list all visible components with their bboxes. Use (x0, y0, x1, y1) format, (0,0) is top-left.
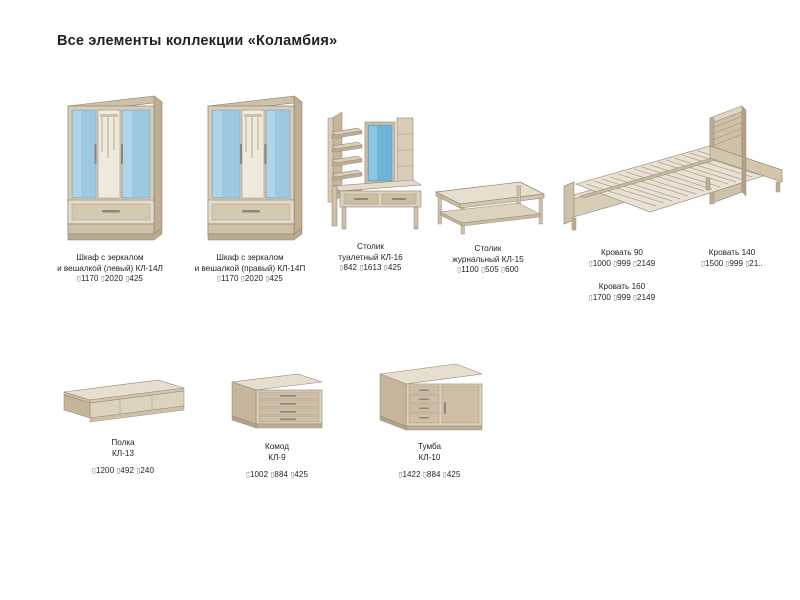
dressing-table-height: 1613 (363, 263, 382, 272)
height-icon: ▯ (240, 275, 245, 283)
width-icon: ▯ (701, 260, 705, 267)
width-icon: ▯ (457, 266, 462, 274)
product-chest (222, 370, 332, 482)
shelf-dimensions (58, 466, 188, 478)
bed-90-name: Кровать 90 (601, 248, 643, 257)
coffee-table-illustration (428, 170, 548, 238)
bed-140-dimensions (672, 259, 792, 271)
cabinet-illustration (372, 362, 487, 434)
chest-height: 884 (274, 470, 289, 479)
bed-140-depth: 21.. (749, 258, 763, 268)
product-beds (560, 100, 790, 245)
shelf-caption (58, 438, 188, 478)
wardrobe-right-height: 2020 (244, 274, 264, 283)
depth-icon: ▯ (125, 275, 130, 283)
height-icon: ▯ (270, 471, 275, 479)
cabinet-width: 1422 (402, 470, 421, 479)
product-wardrobe-right (190, 92, 310, 286)
wardrobe-right-depth: 425 (269, 274, 283, 283)
wardrobe-right-width: 1170 (220, 274, 239, 283)
product-wardrobe-left (50, 92, 170, 286)
chest-name-line2: КЛ-9 (268, 452, 286, 462)
coffee-table-name-line1: Столик (474, 244, 502, 253)
depth-icon: ▯ (633, 294, 637, 301)
bed-illustration (560, 100, 790, 245)
height-icon: ▯ (481, 266, 486, 274)
dressing-table-illustration (318, 110, 423, 236)
depth-icon: ▯ (633, 260, 637, 267)
chest-name-line1: Комод (264, 442, 290, 451)
coffee-table-caption (428, 244, 548, 277)
bed-90-dimensions (562, 259, 682, 271)
product-coffee-table (428, 170, 548, 277)
cabinet-name-line2: КЛ-10 (418, 452, 441, 462)
shelf-name-line2: КЛ-13 (112, 448, 134, 458)
wardrobe-left-width: 1170 (80, 274, 99, 283)
cabinet-name-line1: Тумба (417, 442, 442, 451)
wardrobe-left-depth: 425 (129, 274, 143, 283)
width-icon: ▯ (245, 471, 250, 479)
bed-90-caption (562, 248, 682, 270)
shelf-depth: 240 (140, 466, 155, 475)
product-shelf (58, 378, 188, 478)
bed-160-height: 999 (617, 292, 631, 302)
height-icon: ▯ (359, 264, 364, 272)
chest-caption (222, 442, 332, 482)
coffee-table-depth: 600 (505, 265, 519, 274)
bed-160-width: 1700 (592, 292, 611, 302)
dressing-table-caption (318, 242, 423, 275)
wardrobe-right-illustration (190, 92, 310, 247)
dressing-table-dimensions (318, 263, 423, 275)
cabinet-depth: 425 (446, 470, 461, 479)
height-icon: ▯ (725, 260, 730, 267)
bed-160-caption (562, 282, 682, 304)
bed-140-name: Кровать 140 (708, 248, 756, 257)
shelf-illustration (58, 378, 188, 430)
wardrobe-left-dimensions (50, 274, 170, 286)
bed-90-depth: 2149 (636, 258, 656, 268)
wardrobe-right-name-line1: Шкаф с зеркалом (216, 253, 284, 262)
wardrobe-right-dimensions (190, 274, 310, 286)
wardrobe-left-name-line2: и вешалкой (левый) КЛ-14Л (57, 263, 163, 273)
height-icon: ▯ (116, 467, 121, 475)
wardrobe-left-name-line1: Шкаф с зеркалом (76, 253, 144, 262)
width-icon: ▯ (217, 275, 221, 283)
bed-160-depth: 2149 (636, 292, 656, 302)
width-icon: ▯ (77, 275, 81, 283)
depth-icon: ▯ (290, 471, 295, 479)
wardrobe-left-height: 2020 (104, 274, 124, 283)
dressing-table-name-line1: Столик (357, 242, 384, 251)
bed-140-width: 1500 (705, 258, 724, 268)
coffee-table-width: 1100 (461, 265, 479, 274)
width-icon: ▯ (398, 471, 403, 479)
bed-140-height: 999 (729, 258, 744, 268)
height-icon: ▯ (422, 471, 427, 479)
wardrobe-right-name-line2: и вешалкой (правый) КЛ-14П (194, 263, 306, 273)
depth-icon: ▯ (136, 467, 141, 475)
width-icon: ▯ (588, 294, 593, 301)
depth-icon: ▯ (383, 264, 388, 272)
chest-depth: 425 (294, 470, 309, 479)
bed-160-name: Кровать 160 (598, 282, 646, 291)
height-icon: ▯ (613, 294, 618, 301)
wardrobe-left-caption (50, 253, 170, 286)
depth-icon: ▯ (745, 260, 750, 267)
coffee-table-dimensions (428, 265, 548, 277)
product-dressing-table (318, 110, 423, 275)
wardrobe-right-caption (190, 253, 310, 286)
cabinet-dimensions (372, 470, 487, 482)
depth-icon: ▯ (265, 275, 270, 283)
bed-160-dimensions (562, 293, 682, 305)
wardrobe-left-illustration (50, 92, 170, 247)
height-icon: ▯ (613, 260, 618, 267)
width-icon: ▯ (339, 264, 344, 272)
bed-90-height: 999 (617, 258, 631, 268)
shelf-width: 1200 (95, 466, 115, 475)
cabinet-caption (372, 442, 487, 482)
dressing-table-width: 842 (343, 263, 358, 272)
product-cabinet (372, 362, 487, 482)
coffee-table-name-line2: журнальный КЛ-15 (452, 254, 524, 264)
depth-icon: ▯ (501, 266, 506, 274)
coffee-table-height: 505 (485, 265, 499, 274)
dressing-table-name-line2: туалетный КЛ-16 (338, 252, 403, 262)
bed-140-caption (672, 248, 792, 270)
chest-illustration (222, 370, 332, 432)
dressing-table-depth: 425 (387, 263, 402, 272)
width-icon: ▯ (588, 260, 593, 267)
depth-icon: ▯ (442, 471, 447, 479)
height-icon: ▯ (100, 275, 105, 283)
chest-dimensions (222, 470, 332, 482)
cabinet-height: 884 (426, 470, 441, 479)
chest-width: 1002 (249, 470, 269, 479)
bed-90-width: 1000 (592, 258, 611, 268)
shelf-height: 492 (120, 466, 135, 475)
width-icon: ▯ (91, 467, 96, 475)
page-title: Все элементы коллекции «Коламбия» (57, 33, 338, 49)
shelf-name-line1: Полка (111, 438, 135, 447)
